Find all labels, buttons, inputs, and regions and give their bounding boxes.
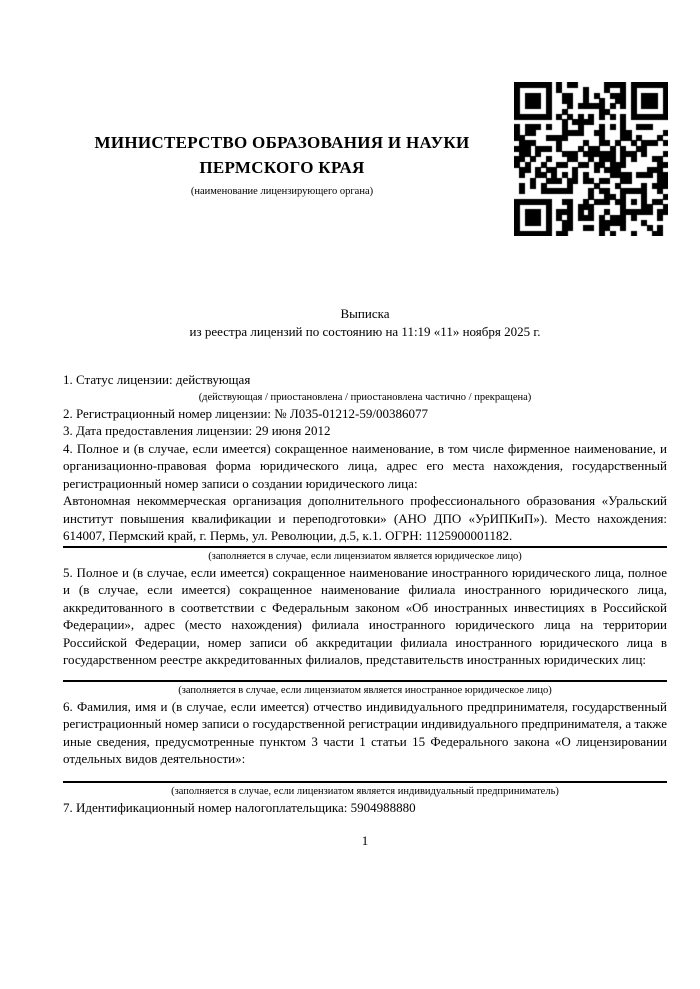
item-grant-date: 3. Дата предоставления лицензии: 29 июня 2012	[63, 423, 331, 438]
document-title-line2: из реестра лицензий по состоянию на 11:19 «11» ноября 2025 г.	[189, 324, 541, 339]
ministry-caption: (наименование лицензирующего органа)	[190, 186, 374, 197]
item-license-status: 1. Статус лицензии: действующая	[63, 372, 251, 387]
ministry-name-line1: МИНИСТЕРСТВО ОБРАЗОВАНИЯ И НАУКИ	[94, 133, 470, 152]
document-title	[63, 305, 667, 341]
item-foreign-entity-caption: (заполняется в случае, если лицензиатом является иностранное юридическое лицо)	[178, 684, 552, 696]
document-body	[63, 371, 667, 850]
document-title-line1: Выписка	[340, 306, 390, 321]
ministry-name-line2: ПЕРМСКОГО КРАЯ	[199, 158, 365, 177]
item-legal-entity-caption: (заполняется в случае, если лицензиатом является юридическое лицо)	[208, 550, 522, 562]
item-registration-number: 2. Регистрационный номер лицензии: № Л035-01212-59/00386077	[63, 405, 429, 421]
item-legal-entity-value: Автономная некоммерческая организация дополнительного профессионального образования «Уральский институт повышения квалификации и переподготовки» (АНО ДПО «УрИПКиП»). Место нахождения: 614007, Пермский край, г. Пермь, ул. Революции, д.5, к.1. ОГРН: 1125900001182.	[63, 493, 667, 543]
item-license-status-caption: (действующая / приостановлена / приостановлена частично / прекращена)	[198, 391, 532, 403]
item-individual-caption: (заполняется в случае, если лицензиатом является индивидуальный предприниматель)	[171, 785, 559, 797]
fill-line-foreign-entity	[63, 680, 667, 682]
page-number: 1	[361, 833, 369, 848]
fill-line-individual	[63, 781, 667, 783]
item-legal-entity-label: 4. Полное и (в случае, если имеется) сокращенное наименование, в том числе фирменное наименование, и организационно-правовая форма юридического лица, адрес его места нахождения, государственный регистрационный номер записи о создании юридического лица:	[63, 440, 667, 491]
fill-line-legal-entity	[63, 546, 667, 548]
qr-code-icon	[514, 82, 668, 236]
item-foreign-entity-label: 5. Полное и (в случае, если имеется) сокращенное наименование иностранного юридического лица, полное и (в случае, если имеется) сокращенное наименование филиала иностранного юридического лица, аккредитованного в соответствии с Федеральным законом «Об иностранных инвестициях в Российской Федерации», адрес (место нахождения) филиала иностранного юридического лица на территории Российской Федерации, номер записи об аккредитации филиала иностранного юридического лица в государственном реестре аккредитованных филиалов, представительств иностранных юридических лиц:	[63, 564, 667, 667]
item-individual-label: 6. Фамилия, имя и (в случае, если имеется) отчество индивидуального предпринимателя, государственный регистрационный номер записи о государственной регистрации индивидуального предпринимателя, а также иные сведения, предусмотренные пунктом 3 части 1 статьи 15 Федерального закона «О лицензировании отдельных видов деятельности»:	[63, 698, 667, 766]
item-inn: 7. Идентификационный номер налогоплательщика: 5904988880	[63, 799, 416, 815]
ministry-header	[63, 130, 501, 198]
